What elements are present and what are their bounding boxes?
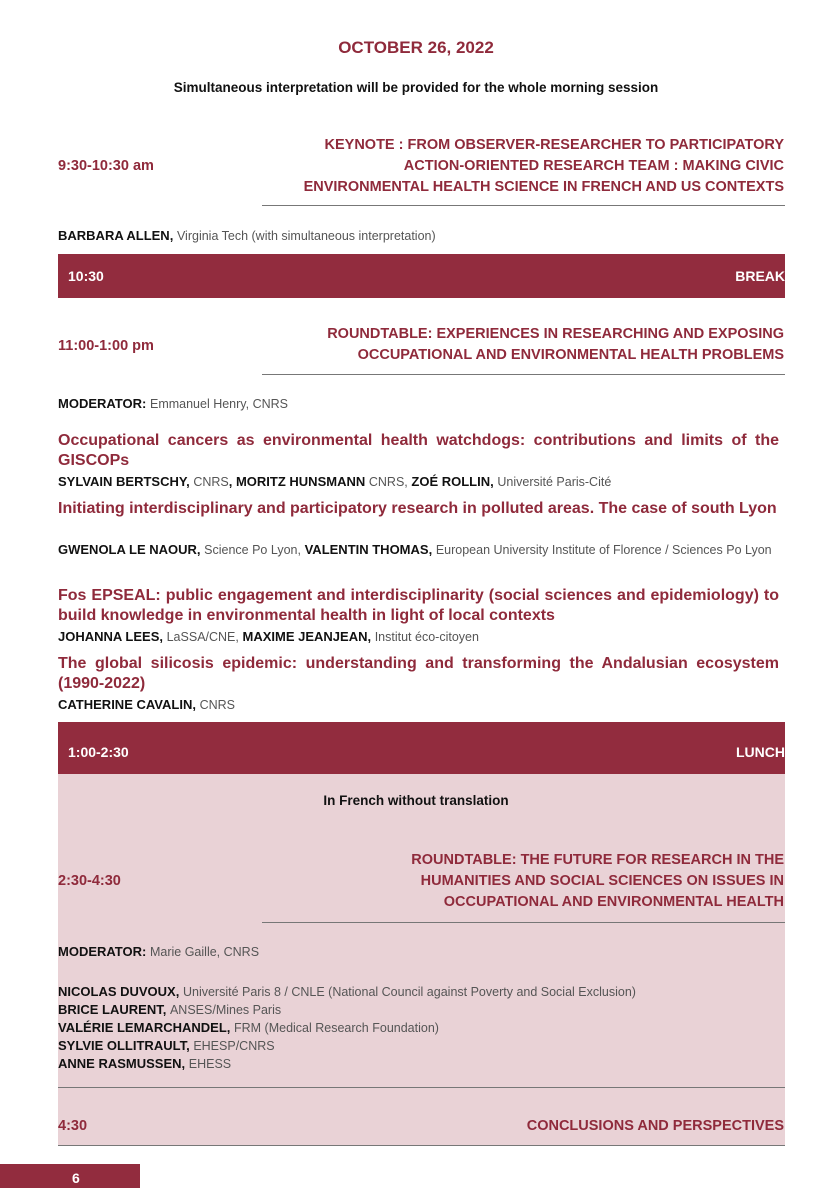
break-label: BREAK [735, 268, 785, 284]
interpretation-note: Simultaneous interpretation will be provided for the whole morning session [173, 80, 659, 95]
closing-title: CONCLUSIONS AND PERSPECTIVES [526, 1118, 784, 1134]
panelist-affiliation: Université Paris 8 / CNLE (National Council against Poverty and Social Exclusion) [182, 985, 636, 999]
author-affiliation: Science Po Lyon, [204, 543, 301, 557]
break-bar [58, 254, 785, 298]
author-affiliation: LaSSA/CNE, [166, 630, 239, 644]
author-name: JOHANNA LEES, [58, 629, 163, 644]
divider [58, 1145, 785, 1146]
keynote-speaker [58, 227, 436, 245]
lunch-label: LUNCH [736, 744, 785, 760]
keynote-time: 9:30-10:30 am [58, 158, 154, 174]
panelist-affiliation: FRM (Medical Research Foundation) [234, 1021, 439, 1035]
author-name: SYLVAIN BERTSCHY, [58, 474, 190, 489]
break-time: 10:30 [68, 268, 104, 284]
afternoon-note: In French without translation [323, 793, 509, 808]
roundtable1-title [327, 324, 784, 366]
keynote-title [304, 135, 784, 198]
keynote-title-line: ACTION-ORIENTED RESEARCH TEAM : MAKING CIVIC [403, 158, 784, 174]
speaker-name: BARBARA ALLEN, [58, 228, 174, 243]
panelist [58, 1037, 636, 1055]
panelist-list [58, 983, 636, 1073]
lunch-time: 1:00-2:30 [68, 744, 129, 760]
page-number-box [0, 1164, 140, 1188]
roundtable1-title-line: ROUNDTABLE: EXPERIENCES IN RESEARCHING AND EXPOSING [327, 326, 784, 342]
moderator-line [58, 943, 259, 961]
panelist-name: VALÉRIE LEMARCHANDEL, [58, 1020, 231, 1035]
author-name: , MORITZ HUNSMANN [228, 474, 366, 489]
keynote-title-line: ENVIRONMENTAL HEALTH SCIENCE IN FRENCH AND US CONTEXTS [303, 179, 784, 195]
panelist-name: BRICE LAURENT, [58, 1002, 167, 1017]
panelist-name: ANNE RASMUSSEN, [58, 1056, 186, 1071]
divider [262, 205, 785, 206]
author-name: CATHERINE CAVALIN, [58, 697, 196, 712]
panelist-name: NICOLAS DUVOUX, [58, 984, 180, 999]
talk-authors [58, 696, 235, 714]
roundtable2-title-line: HUMANITIES AND SOCIAL SCIENCES ON ISSUES IN [420, 873, 784, 889]
author-affiliation: Institut éco-citoyen [374, 630, 479, 644]
author-affiliation: Université Paris-Cité [497, 475, 612, 489]
moderator-line [58, 395, 288, 413]
panelist-name: SYLVIE OLLITRAULT, [58, 1038, 190, 1053]
roundtable2-title [411, 850, 784, 913]
panelist-affiliation: EHESS [188, 1057, 232, 1071]
roundtable1-title-line: OCCUPATIONAL AND ENVIRONMENTAL HEALTH PROBLEMS [357, 347, 784, 363]
roundtable2-title-line: OCCUPATIONAL AND ENVIRONMENTAL HEALTH [443, 894, 784, 910]
divider [262, 922, 785, 923]
talk-authors [58, 473, 611, 491]
moderator-label: MODERATOR: [58, 396, 147, 411]
moderator-label: MODERATOR: [58, 944, 147, 959]
divider [58, 1087, 785, 1088]
panelist [58, 1055, 636, 1073]
roundtable1-time: 11:00-1:00 pm [58, 338, 154, 354]
talk-authors [58, 541, 785, 559]
author-name: GWENOLA LE NAOUR, [58, 542, 201, 557]
author-affiliation: CNRS, [368, 475, 408, 489]
keynote-title-line: KEYNOTE : FROM OBSERVER-RESEARCHER TO PARTICIPATORY [324, 137, 784, 153]
author-affiliation: European University Institute of Florence / Sciences Po Lyon [435, 543, 772, 557]
panelist [58, 1001, 636, 1019]
panelist [58, 1019, 636, 1037]
moderator-value: Marie Gaille, CNRS [149, 945, 260, 959]
talk-title: Occupational cancers as environmental health watchdogs: contributions and limits of the GISCOPs [58, 432, 779, 469]
moderator-value: Emmanuel Henry, CNRS [149, 397, 288, 411]
panelist [58, 983, 636, 1001]
talk-authors [58, 628, 479, 646]
speaker-affiliation: Virginia Tech (with simultaneous interpretation) [176, 229, 436, 243]
panelist-affiliation: ANSES/Mines Paris [169, 1003, 282, 1017]
divider [262, 374, 785, 375]
roundtable2-time: 2:30-4:30 [58, 873, 121, 889]
roundtable2-title-line: ROUNDTABLE: THE FUTURE FOR RESEARCH IN THE [411, 852, 784, 868]
page-number: 6 [72, 1170, 80, 1186]
author-name: MAXIME JEANJEAN, [242, 629, 372, 644]
date-heading: OCTOBER 26, 2022 [338, 38, 494, 57]
panelist-affiliation: EHESP/CNRS [193, 1039, 275, 1053]
author-affiliation: CNRS [193, 475, 229, 489]
lunch-bar [58, 722, 785, 774]
talk-title: Fos EPSEAL: public engagement and interdisciplinarity (social sciences and epidemiology) to build knowledge in environmental health in light of local contexts [58, 587, 779, 624]
talk-title: Initiating interdisciplinary and participatory research in polluted areas. The case of south Lyon [58, 500, 777, 517]
author-affiliation: CNRS [199, 698, 235, 712]
author-name: ZOÉ ROLLIN, [411, 474, 494, 489]
author-name: VALENTIN THOMAS, [304, 542, 433, 557]
talk-title: The global silicosis epidemic: understanding and transforming the Andalusian ecosystem (1990-2022) [58, 655, 779, 692]
closing-time: 4:30 [58, 1118, 88, 1134]
